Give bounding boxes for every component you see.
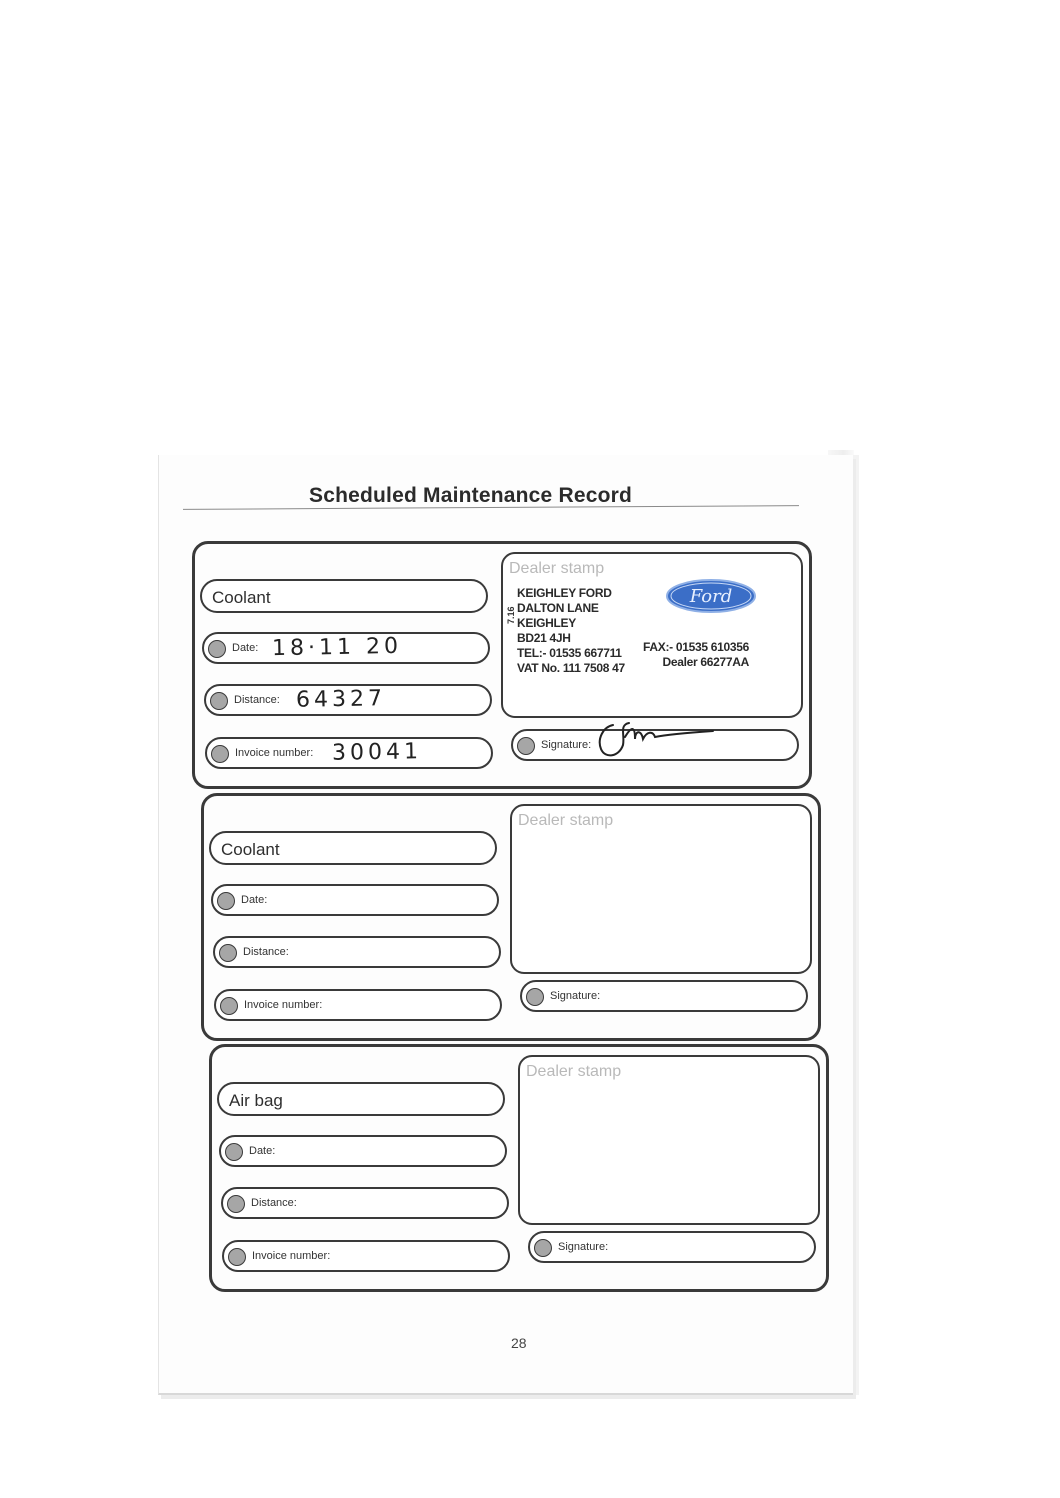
- record-card-2: [201, 793, 821, 1041]
- dealer-stamp-label: Dealer stamp: [509, 560, 605, 577]
- dealer-stamp-box: [501, 552, 803, 718]
- stamp-street: DALTON LANE: [517, 601, 599, 615]
- page-number: 28: [511, 1335, 527, 1351]
- stamp-fax: FAX:- 01535 610356: [643, 640, 750, 654]
- radio-dot-icon: [225, 1143, 243, 1161]
- record-card-1: [192, 541, 812, 789]
- service-item-field[interactable]: [209, 831, 497, 865]
- radio-dot-icon: [210, 692, 228, 710]
- dealer-stamp-box: [518, 1055, 820, 1225]
- distance-value: 64327: [295, 686, 387, 713]
- radio-dot-icon: [220, 997, 238, 1015]
- signature-label: Signature:: [550, 990, 601, 1002]
- record-card-3: [209, 1044, 829, 1292]
- radio-dot-icon: [228, 1248, 246, 1266]
- invoice-field[interactable]: [222, 1240, 510, 1272]
- service-item-field[interactable]: [217, 1082, 505, 1116]
- invoice-field[interactable]: [214, 989, 502, 1021]
- date-field[interactable]: [219, 1135, 507, 1167]
- radio-dot-icon: [517, 737, 535, 755]
- date-field[interactable]: [211, 884, 499, 916]
- invoice-value: 30041: [331, 739, 423, 766]
- signature-field[interactable]: [511, 729, 799, 761]
- distance-field[interactable]: [213, 936, 501, 968]
- date-value: 18·11 20: [271, 633, 403, 662]
- date-field[interactable]: [202, 632, 490, 664]
- service-item-label: Air bag: [229, 1091, 283, 1110]
- stamp-side-mark: 7.16: [506, 606, 516, 624]
- stamp-tel: TEL:- 01535 667711: [517, 646, 622, 660]
- distance-field[interactable]: [204, 684, 492, 716]
- signature-label: Signature:: [541, 739, 592, 751]
- radio-dot-icon: [526, 988, 544, 1006]
- distance-label: Distance:: [234, 694, 280, 706]
- svg-text:Ford: Ford: [689, 586, 733, 607]
- service-item-label: Coolant: [221, 840, 280, 859]
- invoice-label: Invoice number:: [244, 999, 323, 1011]
- stamp-postcode: BD21 4JH: [517, 631, 571, 645]
- stamp-vat: VAT No. 111 7508 47: [517, 661, 625, 675]
- page-title: Scheduled Maintenance Record: [309, 484, 633, 507]
- dealer-stamp-box: [510, 804, 812, 974]
- signature-label: Signature:: [558, 1241, 609, 1253]
- maintenance-page: [158, 455, 853, 1395]
- signature-field[interactable]: [520, 980, 808, 1012]
- date-label: Date:: [249, 1145, 276, 1157]
- date-label: Date:: [241, 894, 268, 906]
- signature-field[interactable]: [528, 1231, 816, 1263]
- dealer-stamp-label: Dealer stamp: [526, 1063, 622, 1080]
- invoice-field[interactable]: [205, 737, 493, 769]
- stamp-dealer-code: Dealer 66277AA: [662, 655, 750, 669]
- radio-dot-icon: [219, 944, 237, 962]
- distance-label: Distance:: [251, 1197, 297, 1209]
- handwritten-signature: [595, 717, 725, 761]
- invoice-label: Invoice number:: [235, 747, 314, 759]
- distance-field[interactable]: [221, 1187, 509, 1219]
- radio-dot-icon: [217, 892, 235, 910]
- dealer-stamp-label: Dealer stamp: [518, 812, 614, 829]
- service-item-field[interactable]: [200, 579, 488, 613]
- radio-dot-icon: [227, 1195, 245, 1213]
- radio-dot-icon: [534, 1239, 552, 1257]
- stamp-contact: [643, 640, 749, 670]
- invoice-label: Invoice number:: [252, 1250, 331, 1262]
- service-item-label: Coolant: [212, 588, 271, 607]
- distance-label: Distance:: [243, 946, 289, 958]
- stamp-dealer-name: KEIGHLEY FORD: [517, 586, 612, 600]
- radio-dot-icon: [208, 640, 226, 658]
- date-label: Date:: [232, 642, 259, 654]
- stamp-address: [517, 586, 625, 676]
- ford-logo-icon: [665, 578, 757, 614]
- stamp-town: KEIGHLEY: [517, 616, 576, 630]
- radio-dot-icon: [211, 745, 229, 763]
